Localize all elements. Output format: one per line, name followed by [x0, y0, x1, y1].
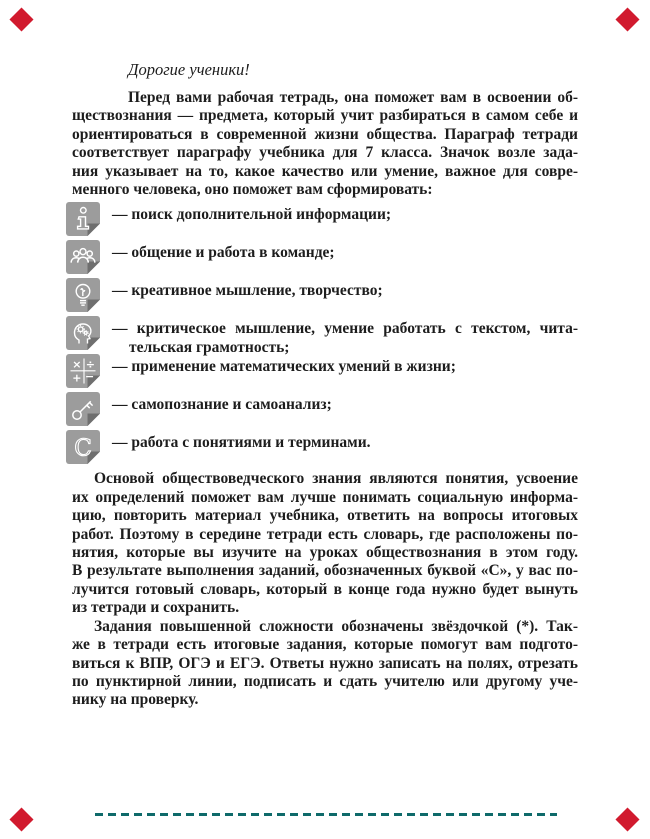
page-content	[72, 60, 578, 710]
letter-c-icon	[66, 430, 100, 464]
corner-mark-top-left	[9, 7, 33, 31]
dictionary-paragraph: Основой обществоведческого знания являются понятия, усвоение их определений поможет вам лучше понимать социальную информа- цию, повторить материал учебника, ответить на вопросы итоговых работ. Поэтому в середине тетради есть словарь, где расположены по- нятия, которые вы изучите на уроках обществознания в этом году. В результате выполнения заданий, обозначенных буквой «С», у вас по- лучится готовый словарь, который в конце года нужно будет вынуть из тетради и сохранить.	[72, 470, 578, 617]
svg-text:−: −	[84, 370, 95, 384]
legend-label: — общение и работа в команде;	[112, 244, 335, 262]
legend-label: — работа с понятиями и терминами.	[112, 434, 371, 452]
legend-label: — креативное мышление, творчество;	[112, 282, 383, 300]
icon-legend	[66, 202, 578, 468]
page-title: Дорогие ученики!	[128, 60, 250, 79]
corner-mark-bottom-right	[615, 807, 639, 831]
legend-label: — критическое мышление, умение работать с текстом, чита- тельская грамотность;	[112, 320, 578, 356]
legend-row	[66, 316, 578, 354]
svg-text:+: +	[72, 371, 82, 385]
legend-row	[66, 202, 578, 240]
svg-text:C: C	[74, 435, 92, 462]
head-gears-icon	[66, 316, 100, 350]
svg-text:×: ×	[72, 358, 82, 372]
intro-paragraph: Перед вами рабочая тетрадь, она поможет вам в освоении об- ществознания — предмета, который учит разбираться в самом себе и ориентироваться в современной жизни общества. Параграф тетради соответствует параграфу учебника для 7 класса. Значок возле зада- ния указывает на то, какое качество или умение, важное для совре- менного человека, оно поможет вам сформировать:	[72, 89, 578, 199]
legend-row	[66, 354, 578, 392]
team-icon	[66, 240, 100, 274]
info-icon	[66, 202, 100, 236]
dashed-cut-line	[95, 813, 557, 816]
legend-row	[66, 240, 578, 278]
svg-text:÷: ÷	[85, 358, 96, 372]
legend-row	[66, 392, 578, 430]
legend-label: — поиск дополнительной информации;	[112, 206, 392, 224]
corner-mark-bottom-left	[9, 807, 33, 831]
corner-mark-top-right	[615, 7, 639, 31]
legend-row	[66, 430, 578, 468]
math-icon	[66, 354, 100, 388]
legend-row	[66, 278, 578, 316]
legend-label: — самопознание и самоанализ;	[112, 396, 332, 414]
key-icon	[66, 392, 100, 426]
tasks-paragraph: Задания повышенной сложности обозначены звёздочкой (*). Так- же в тетради есть итоговые задания, которые помогут вам подгото- виться к ВПР, ОГЭ и ЕГЭ. Ответы нужно записать на полях, отрезать по пунктирной линии, подписать и сдать учителю или другому уче- нику на проверку.	[72, 617, 578, 709]
legend-label: — применение математических умений в жизни;	[112, 358, 456, 376]
lightbulb-icon	[66, 278, 100, 312]
